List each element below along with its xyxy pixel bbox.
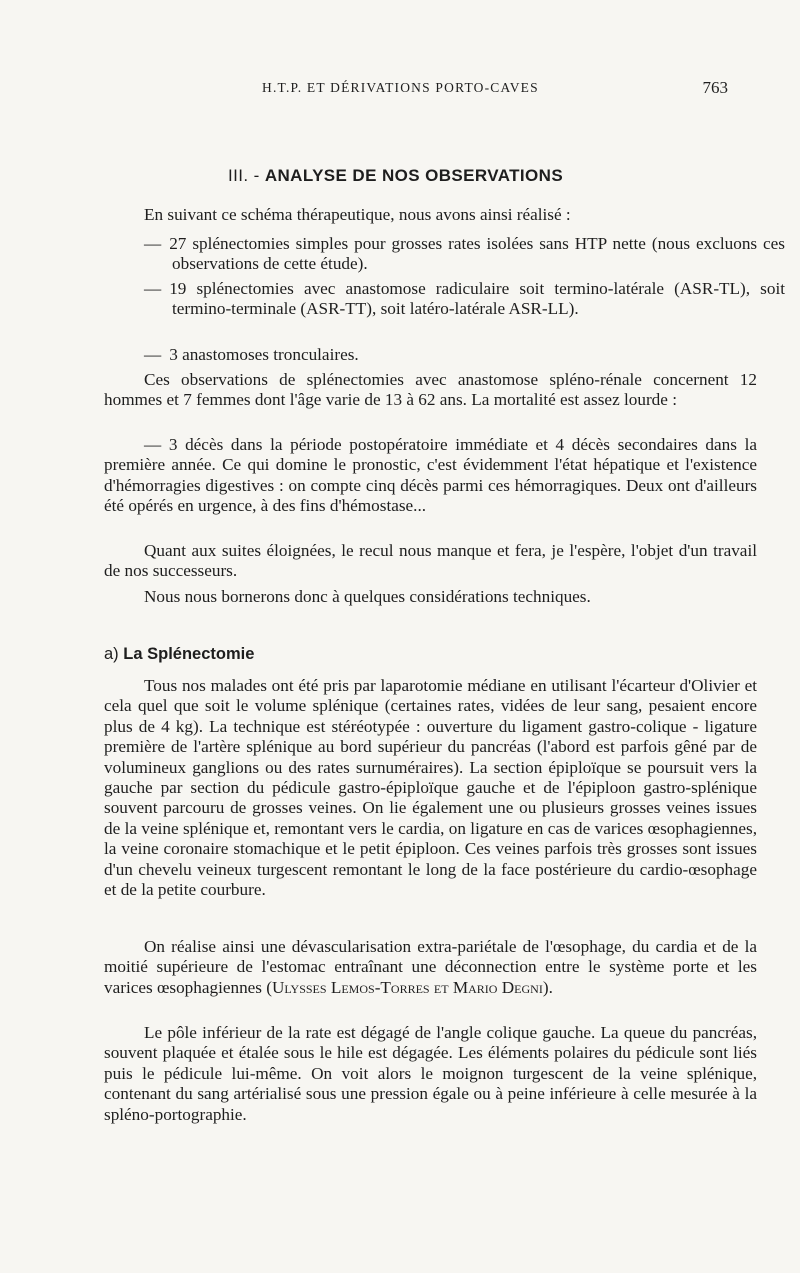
subsection-letter: a) — [104, 645, 119, 663]
suites-paragraph: Quant aux suites éloignées, le recul nous manque et fera, je l'espère, l'objet d'un travail de nos successeurs. — [104, 541, 757, 581]
bornerons-paragraph: Nous nous bornerons donc à quelques considérations techniques. — [144, 587, 591, 606]
list-item-text: 19 splénectomies avec anastomose radiculaire soit termino-latérale (ASR-TL), soit termino-terminale (ASR-TT), soit latéro-latérale ASR-LL). — [169, 279, 785, 319]
list-item — [144, 279, 785, 320]
subsection-title: La Splénectomie — [123, 645, 255, 663]
devascularisation-text: On réalise ainsi une dévascularisation extra-pariétale de l'œsophage, du cardia et de la moitié supérieure de l'estomac entraînant une déconnection entre le système porte et les varices œsophagiennes ( — [104, 937, 757, 997]
list-item-text: 3 anastomoses tronculaires. — [169, 345, 359, 364]
running-head-title: H.T.P. ET DÉRIVATIONS PORTO-CAVES — [262, 80, 539, 95]
list-dash: — — [144, 234, 162, 253]
devascularisation-paragraph — [104, 937, 757, 998]
list-item — [144, 234, 785, 275]
author-names: Ulysses Lemos-Torres et Mario Degni — [272, 977, 543, 997]
list-dash: — — [144, 345, 162, 364]
running-head — [0, 78, 800, 100]
malades-paragraph: Tous nos malades ont été pris par laparotomie médiane en utilisant l'écarteur d'Olivier et cela quel que soit le volume splénique (certaines rates, vidées de leur sang, pesaient encore plus de 4 kg). La technique est stéréotypée : ouverture du ligament gastro-colique - ligature première de l'artère splénique au bord supérieur du pancréas (l'abord est parfois gêné par de volumineux ganglions ou des rates surnuméraires). La section épiploïque se poursuit vers la gauche par section du pédicule gastro-épiploïque gauche et de l'épiploon gastro-splénique souvent parcouru de grosses veines. On lie également une ou plusieurs grosses veines issues de la veine splénique et, remontant vers le cardia, on ligature en cas de varices œsophagiennes, la veine coronaire stomachique et le petit épiploon. Ces veines parfois très grosses sont issues d'un chevelu veineux turgescent remontant le long de la face postérieure du cardio-œsophage et de la petite courbure. — [104, 676, 757, 900]
observations-paragraph: Ces observations de splénectomies avec anastomose spléno-rénale concernent 12 hommes et 7 femmes dont l'âge varie de 13 à 62 ans. La mortalité est assez lourde : — [104, 370, 757, 410]
list-item — [144, 345, 785, 365]
list-dash: — — [144, 279, 162, 298]
list-item-text: 27 splénectomies simples pour grosses rates isolées sans HTP nette (nous excluons ces observations de cette étude). — [169, 234, 785, 274]
devascularisation-end: ). — [542, 977, 553, 997]
pole-paragraph: Le pôle inférieur de la rate est dégagé de l'angle colique gauche. La queue du pancréas, souvent plaquée et étalée sous le hile est dégagée. Les éléments polaires du pédicule sont liés puis le pédicule lui-même. On voit alors le moignon turgescent de la veine splénique, contenant du sang artérialisé sous une pression égale ou à peine inférieure à celle mesurée à la spléno-portographie. — [104, 1023, 757, 1124]
intro-paragraph: En suivant ce schéma thérapeutique, nous avons ainsi réalisé : — [144, 205, 571, 224]
section-title: ANALYSE DE NOS OBSERVATIONS — [264, 166, 564, 185]
subsection-heading — [104, 645, 254, 664]
page-number: 763 — [702, 78, 728, 97]
deces-paragraph: — 3 décès dans la période postopératoire immédiate et 4 décès secondaires dans la première année. Ce qui domine le pronostic, c'est évidemment l'état hépatique et l'existence d'hémorragies digestives : on compte cinq décès parmi ces hémorragiques. Deux ont d'ailleurs été opérés en urgence, à des fins d'hémostase... — [104, 435, 757, 516]
section-heading — [228, 166, 563, 186]
section-number: III. - — [228, 166, 260, 185]
